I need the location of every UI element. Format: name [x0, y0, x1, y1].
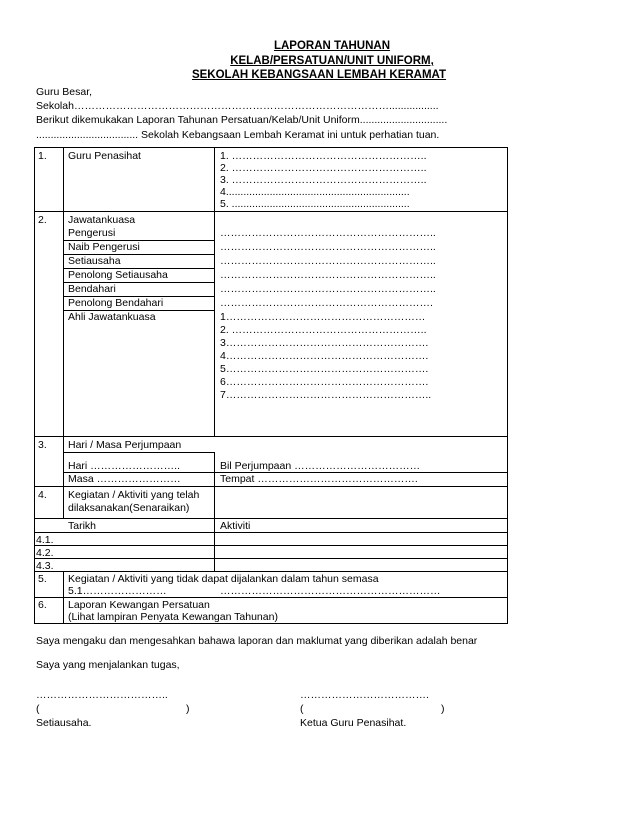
s2-ajk-line-3: 3…………………………………………………. [220, 337, 429, 349]
s2-label: Jawatankuasa [68, 214, 136, 226]
s5-item: 5.1…………………… [68, 585, 167, 597]
signature-left-dots: ……………………………….. [36, 689, 168, 701]
s2-ajk-line-6: 6…………………………………………………. [220, 376, 429, 388]
table-border-right [507, 147, 508, 624]
school-line: Sekolah………………………………………………………………………………................. [36, 100, 439, 112]
s1-advisor-line-3: 3. ……………………………………………….. [220, 174, 427, 186]
s3-tempat-field: Tempat ………………………………………. [220, 473, 418, 485]
s6-label-line-2: (Lihat lampiran Penyata Kewangan Tahunan) [68, 611, 278, 623]
s3-label: Hari / Masa Perjumpaan [68, 439, 182, 451]
signature-right-role: Ketua Guru Penasihat. [300, 717, 407, 729]
s2-position-naib-pengerusi: Naib Pengerusi [68, 241, 140, 253]
s4-label-line-2: dilaksanakan(Senaraikan) [68, 502, 190, 514]
s3-row-divider [63, 472, 508, 473]
table-divider-s5 [34, 571, 508, 572]
table-border-bottom [34, 623, 508, 624]
s1-label: Guru Penasihat [68, 150, 141, 162]
s6-number: 6. [38, 599, 47, 611]
table-border-left [34, 147, 35, 624]
intro-body-line-2: ................................... Sekolah Kebangsaan Lembah Keramat ini untuk perhatian tuan. [36, 129, 440, 141]
signature-right-paren-open: ( [300, 703, 304, 715]
s4-row-4-1: 4.1. [36, 534, 54, 546]
s2-ajk-line-5: 5…………………………………………………. [220, 363, 429, 375]
s2-number: 2. [38, 214, 47, 226]
s2-blank-naib-pengerusi: …………………………………………………….. [220, 241, 436, 253]
s4-col-aktiviti: Aktiviti [220, 520, 251, 532]
s2-position-penolong-setiausaha: Penolong Setiausaha [68, 269, 168, 281]
s4-label-line-1: Kegiatan / Aktiviti yang telah [68, 489, 200, 501]
s5-number: 5. [38, 573, 47, 585]
table-divider-41 [34, 532, 508, 533]
s3-masa-field: Masa …………………… [68, 473, 181, 485]
declaration-text: Saya mengaku dan mengesahkan bahawa laporan dan maklumat yang diberikan adalah benar [36, 635, 478, 647]
s2-ajk-line-1: 1………………………………………………… [220, 311, 426, 323]
table-col-num-divider-upper [63, 147, 64, 518]
table-divider-42 [34, 545, 508, 546]
s3-hari-field: Hari …………………….. [68, 460, 181, 472]
s2-blank-penolong-setiausaha: …………………………………………………….. [220, 269, 436, 281]
table-divider-s3 [34, 436, 508, 437]
s3-number: 3. [38, 439, 47, 451]
table-col-value-divider-upper [214, 147, 215, 436]
s1-advisor-line-5: 5. ............................................................. [220, 198, 410, 210]
s2-position-setiausaha: Setiausaha [68, 255, 121, 267]
table-col-value-divider-lower [214, 452, 215, 571]
s1-advisor-line-4: 4............................................................... [220, 186, 410, 198]
s4-col-tarikh: Tarikh [68, 520, 97, 532]
s2-blank-setiausaha: …………………………………………………….. [220, 255, 436, 267]
report-title: LAPORAN TAHUNAN [273, 40, 391, 52]
report-table [34, 147, 508, 624]
signature-left-role: Setiausaha. [36, 717, 92, 729]
s2-blank-pengerusi: …………………………………………………….. [220, 227, 436, 239]
table-divider-s2 [34, 211, 508, 212]
signature-left-paren-close: ) [186, 703, 190, 715]
s2-position-pengerusi: Pengerusi [68, 227, 116, 239]
table-border-top [34, 147, 508, 148]
s2-ajk-line-2: 2. ……………………………………………….. [220, 324, 427, 336]
s5-item-blank: ……………………………………………………… [220, 585, 441, 597]
intro-body-line-1: Berikut dikemukakan Laporan Tahunan Persatuan/Kelab/Unit Uniform.............................. [36, 114, 448, 126]
greeting-text: Guru Besar, [36, 86, 93, 98]
submitter-text: Saya yang menjalankan tugas, [36, 659, 180, 671]
s1-advisor-line-2: 2. ……………………………………………….. [220, 162, 427, 174]
table-divider-s4-header [34, 518, 508, 519]
report-subtitle-club: KELAB/PERSATUAN/UNIT UNIFORM, [230, 55, 434, 67]
s6-label-line-1: Laporan Kewangan Persatuan [68, 599, 210, 611]
s2-position-penolong-bendahari: Penolong Bendahari [68, 297, 164, 309]
s3-bil-perjumpaan-field: Bil Perjumpaan ……………………………… [220, 460, 421, 472]
s2-ajk-line-4: 4…………………………………………………. [220, 350, 429, 362]
s2-position-bendahari: Bendahari [68, 283, 116, 295]
s2-ajk-label: Ahli Jawatankuasa [68, 311, 156, 323]
s1-number: 1. [38, 150, 47, 162]
signature-left-paren-open: ( [36, 703, 40, 715]
table-divider-43 [34, 558, 508, 559]
s5-label: Kegiatan / Aktiviti yang tidak dapat dijalankan dalam tahun semasa [68, 573, 379, 585]
table-col-num-divider-lower [63, 571, 64, 624]
s2-ajk-line-7: 7………………………………………………….. [220, 389, 432, 401]
signature-right-paren-close: ) [441, 703, 445, 715]
table-divider-s4 [34, 486, 508, 487]
signature-right-dots: ………………………………. [300, 689, 429, 701]
s4-number: 4. [38, 489, 47, 501]
s4-row-4-3: 4.3. [36, 560, 54, 572]
s2-blank-bendahari: …………………………………………………….. [220, 283, 436, 295]
table-divider-s6 [34, 597, 508, 598]
s4-row-4-2: 4.2. [36, 547, 54, 559]
s3-label-underline [63, 452, 214, 453]
s2-blank-penolong-bendahari: ……………………………………………………. [220, 297, 433, 309]
report-subtitle-school: SEKOLAH KEBANGSAAN LEMBAH KERAMAT [191, 69, 447, 81]
s1-advisor-line-1: 1. ……………………………………………….. [220, 150, 427, 162]
